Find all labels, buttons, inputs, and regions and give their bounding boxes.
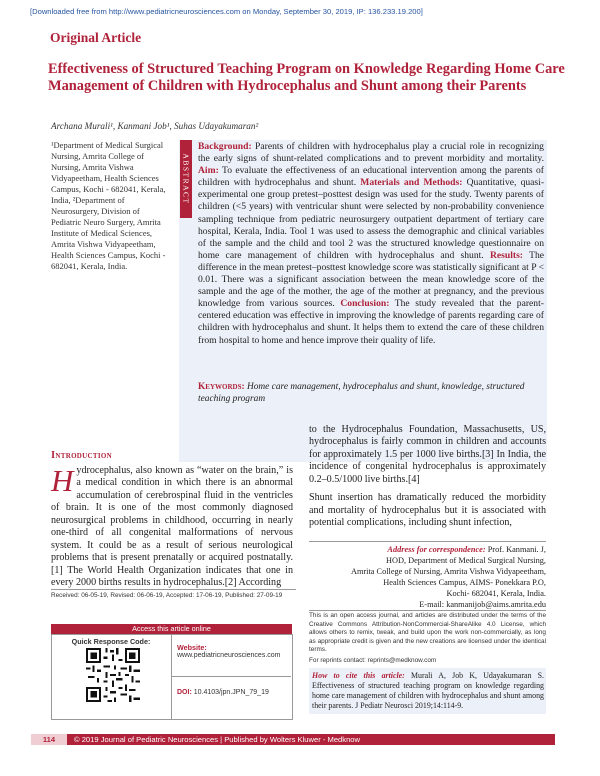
article-title: Effectiveness of Structured Teaching Program on Knowledge Regarding Home Care Management of Children with Hydrocephalus and Shunt among their Parents (48, 61, 565, 94)
access-box-divider (171, 676, 291, 677)
authors: Archana Murali¹, Kanmani Job¹, Suhas Udayakumaran² (51, 121, 259, 131)
qr-code-icon[interactable] (86, 648, 140, 702)
cite-text: How to cite this article: Murali A, Job K, Udayakumaran S. Effectiveness of structured teaching program on knowledge regarding home care management of children with hydrocephalus and shunt among their parents. J Pediatr Neurosci 2019;14:114-9. (312, 671, 544, 711)
abstract-label: ABSTRACT (180, 140, 192, 218)
article-type: Original Article (50, 30, 142, 45)
divider (51, 589, 296, 590)
qr-label: Quick Response Code: (71, 637, 151, 646)
divider (309, 541, 546, 542)
introduction-heading: Introduction (51, 450, 112, 461)
download-notice: [Downloaded free from http://www.pediatricneurosciences.com on Monday, September 30, 2019, IP: 136.233.19.200] (30, 7, 423, 16)
intro-column-2: to the Hydrocephalus Foundation, Massachusetts, US, hydrocephalus is fairly common in children and accounts for approximately 1.5 per 1000 live births.[3] In India, the incidence of congenital hydrocephalus is approximately 0.2–0.5/1000 live births.[4] Shunt insertion has dramatically reduced the morbidity and mortality of hydrocephalus but it is associated with potential complications, including shunt infection, (309, 424, 546, 529)
footer-text: © 2019 Journal of Pediatric Neurosciences | Published by Wolters Kluwer - Medknow (74, 735, 361, 744)
article-dates: Received: 06-05-19, Revised: 06-06-19, Accepted: 17-06-19, Published: 27-09-19 (51, 592, 283, 599)
intro-column-1: Hydrocephalus, also known as “water on the brain,” is a medical condition in which there is an abnormal accumulation of cerebrospinal fluid in the ventricles of brain. It is one of the most commonly diagnosed neurosurgical problems in childhood, occurring in nearly one-third of all congenital malformations of nervous system. It could be as a result of serious neurological problems that is present prenatally or acquired postnatally.[1] The World Health Organization indicates that one in every 2000 births results in hydrocephalus.[2] According (51, 463, 293, 589)
correspondence: Address for correspondence: Prof. Kanmani. J, HOD, Department of Medical Surgical Nursing, Amrita College of Nursing, Amrita Vishwa Vidyapeetham, Health Sciences Campus, AIMS- Ponekkara P.O, Kochi- 682041, Kerala, India. E-mail: kanmanijob@aims.amrita.edu (309, 545, 546, 610)
website-label: Website: (177, 643, 207, 652)
affiliations: ¹Department of Medical Surgical Nursing, Amrita College of Nursing, Amrita Vishwa Vidyapeetham, Health Sciences Campus, Kochi - 682041, Kerala, India, ²Department of Neurosurgery, Division of Pediatric Neuro Surgery, Amrita Institute of Medical Sciences, Amrita Vishwa Vidyapeetham, Health Sciences Campus, Kochi - 682041, Kerala, India. (51, 140, 166, 271)
keywords: Keywords: Home care management, hydrocephalus and shunt, knowledge, structured teaching program (198, 382, 525, 404)
open-access-notice: This is an open access journal, and articles are distributed under the terms of the Creative Commons Attribution-NonCommercial-ShareAlike 4.0 License, which allows others to remix, tweak, and build upon the work non-commercially, as long as appropriate credit is given and the new creations are licensed under the identical terms. (309, 612, 546, 653)
doi-link[interactable]: DOI: 10.4103/jpn.JPN_79_19 (177, 689, 269, 696)
access-box-header: Access this article online (51, 624, 292, 634)
website-link[interactable]: www.pediatricneurosciences.com (177, 652, 281, 659)
divider (309, 610, 546, 611)
drop-cap: H (51, 463, 74, 498)
email-link[interactable]: E-mail: kanmanijob@aims.amrita.edu (419, 599, 546, 609)
reprints-contact: For reprints contact: reprints@medknow.com (309, 657, 437, 664)
abstract-text: Background: Parents of children with hydrocephalus play a crucial role in recognizing the early signs of shunt-related complications and to prevent morbidity and mortality. Aim: To evaluate the effectiveness of an educational intervention among the parents of children with hydrocephalus and shunt. Materials and Methods: Quantitative, quasi-experimental one group pretest–posttest design was used for the study. Twenty parents of children (<5 years) with ventricular shunt were selected by non-probability convenience sampling technique from pediatric neurosurgery outpatient department of tertiary care hospital, Kerala, India. Tool 1 was used to assess the demographic and clinical variables of the sample and the child and tool 2 was the structured knowledge questionnaire on home care management of children with hydrocephalus and shunt. Results: The difference in the mean pretest–posttest knowledge score was statistically significant at P < 0.01. There was a significant association between the mean knowledge score of the sample and the age of the mother, the age of the mother at pregnancy, and the previous knowledge from various sources. Conclusion: The study revealed that the parent-centered education was effective in improving the knowledge of parents regarding care of children with hydrocephalus and shunt. It helps them to extend the care of these children from hospital to home and hence improve their quality of life. (198, 141, 545, 346)
page-number: 114 (31, 734, 67, 745)
